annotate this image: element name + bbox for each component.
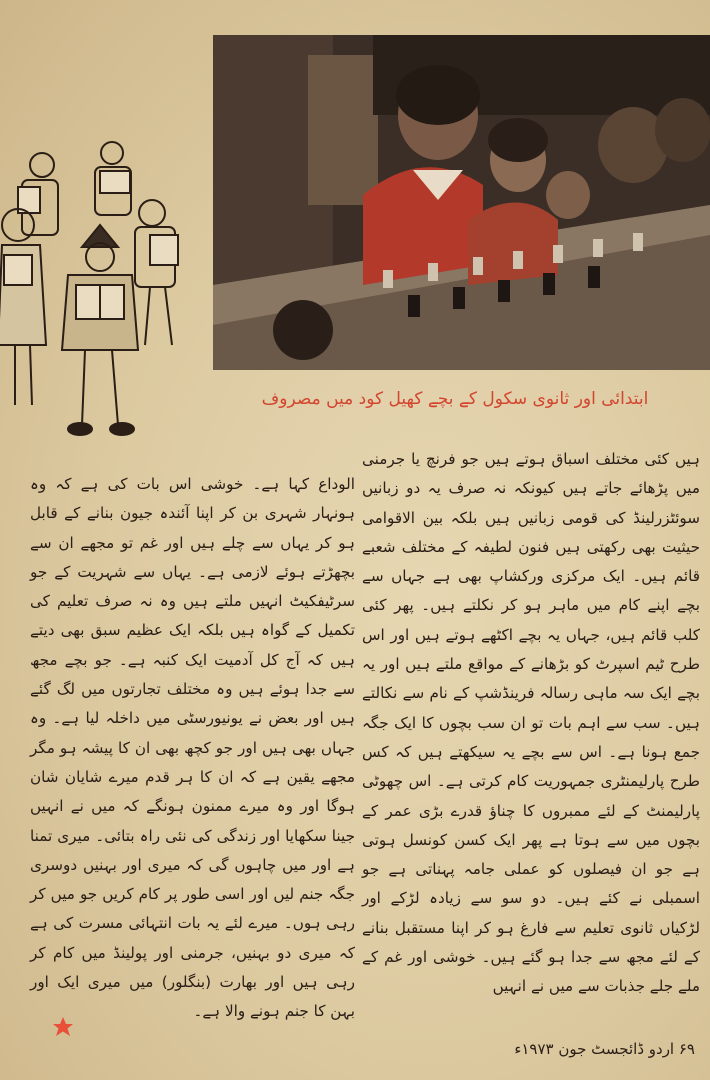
text-column-right: ہیں کئی مختلف اسباق ہوتے ہیں جو فرنچ یا جرمنی میں پڑھائے جاتے ہیں کیونکہ نہ صرف یہ دو زبانیں سوئٹزرلینڈ کی قومی زبانیں ہیں بلکہ بین الاقوامی حیثیت بھی رکھتی ہیں فنون لطیفہ کے مختلف شعبے قائم ہیں۔ ایک مرکزی ورکشاپ بھی ہے جہاں سے بچے اپنے کام میں ماہر ہو کر نکلتے ہیں۔ پھر کئی کلب قائم ہیں، جہاں یہ بچے اکٹھے ہوتے ہیں اور اس طرح ٹیم اسپرٹ کو بڑھانے کے مواقع ملتے ہیں اور یہ بچے ایک سہ ماہی رسالہ فرینڈشپ کے نام سے نکالتے ہیں۔ سب سے اہم بات تو ان سب بچوں کا ایک جگہ جمع ہونا ہے۔ اس سے بچے یہ سیکھتے ہیں کہ کس طرح پارلیمنٹری جمہوریت کام کرتی ہے۔ اس چھوٹی پارلیمنٹ کے لئے ممبروں کا چناؤ قدرے بڑی عمر کے بچوں میں سے ہوتا ہے پھر ایک کسن کونسل ہوتی ہے جو ان فیصلوں کو عملی جامہ پہناتی ہے جو اسمبلی نے کئے ہیں۔ دو سو سے زیادہ لڑکے اور لڑکیاں ثانوی تعلیم سے فارغ ہو کر اپنا مستقبل بنانے کے لئے مجھ سے جدا ہو گئے ہیں۔ خوشی اور غم کے ملے جلے جذبات سے میں نے انہیں [362, 450, 700, 996]
children-reading-sketch [0, 135, 210, 445]
text-column-left: الوداع کہا ہے۔ خوشی اس بات کی ہے کہ وہ ہونہار شہری بن کر اپنا آئندہ جیون بنانے کے قابل ہو کر یہاں سے چلے ہیں اور غم تو مجھے ان سے بچھڑتے ہوئے لازمی ہے۔ یہاں سے شہریت کے جو سرٹیفکیٹ انہیں ملتے ہیں وہ نہ صرف تعلیم کی تکمیل کے گواہ ہیں بلکہ ایک عظیم سبق بھی دیتے ہیں کہ آج کل آدمیت ایک کنبہ ہے۔ جو بچے مجھ سے جدا ہوئے ہیں وہ مختلف تجارتوں میں لگ گئے ہیں اور بعض نے یونیورسٹی میں داخلہ لیا ہے۔ وہ جہاں بھی ہیں اور جو کچھ بھی ان کا پیشہ ہو مگر مجھے یقین ہے کہ ان کا ہر قدم میرے شایان شان ہوگا اور وہ میرے ممنون ہونگے کہ میں نے انہیں جینا سکھایا اور زندگی کی نئی راہ بتائی۔ میری تمنا ہے اور میں چاہوں گی کہ میری اور بہنیں دوسری جگہ جنم لیں اور اسی طور پر کام کریں جو میں کر رہی ہوں۔ میرے لئے یہ بات انتہائی مسرت کی ہے کہ میری دو بہنیں، جرمنی اور پولینڈ میں کام کر رہی ہیں اور بھارت (بنگلور) میں میری ایک اور بہن کا جنم ہونے والا ہے۔ [30, 475, 355, 1021]
page-footer: ۶۹ اردو ڈائجسٹ جون ۱۹۷۳ء [514, 1040, 695, 1058]
star-icon [52, 1016, 74, 1038]
photo-caption: ابتدائی اور ثانوی سکول کے بچے کھیل کود میں مصروف [261, 389, 649, 409]
children-chess-photo [213, 35, 710, 370]
photo-scene [213, 35, 710, 370]
